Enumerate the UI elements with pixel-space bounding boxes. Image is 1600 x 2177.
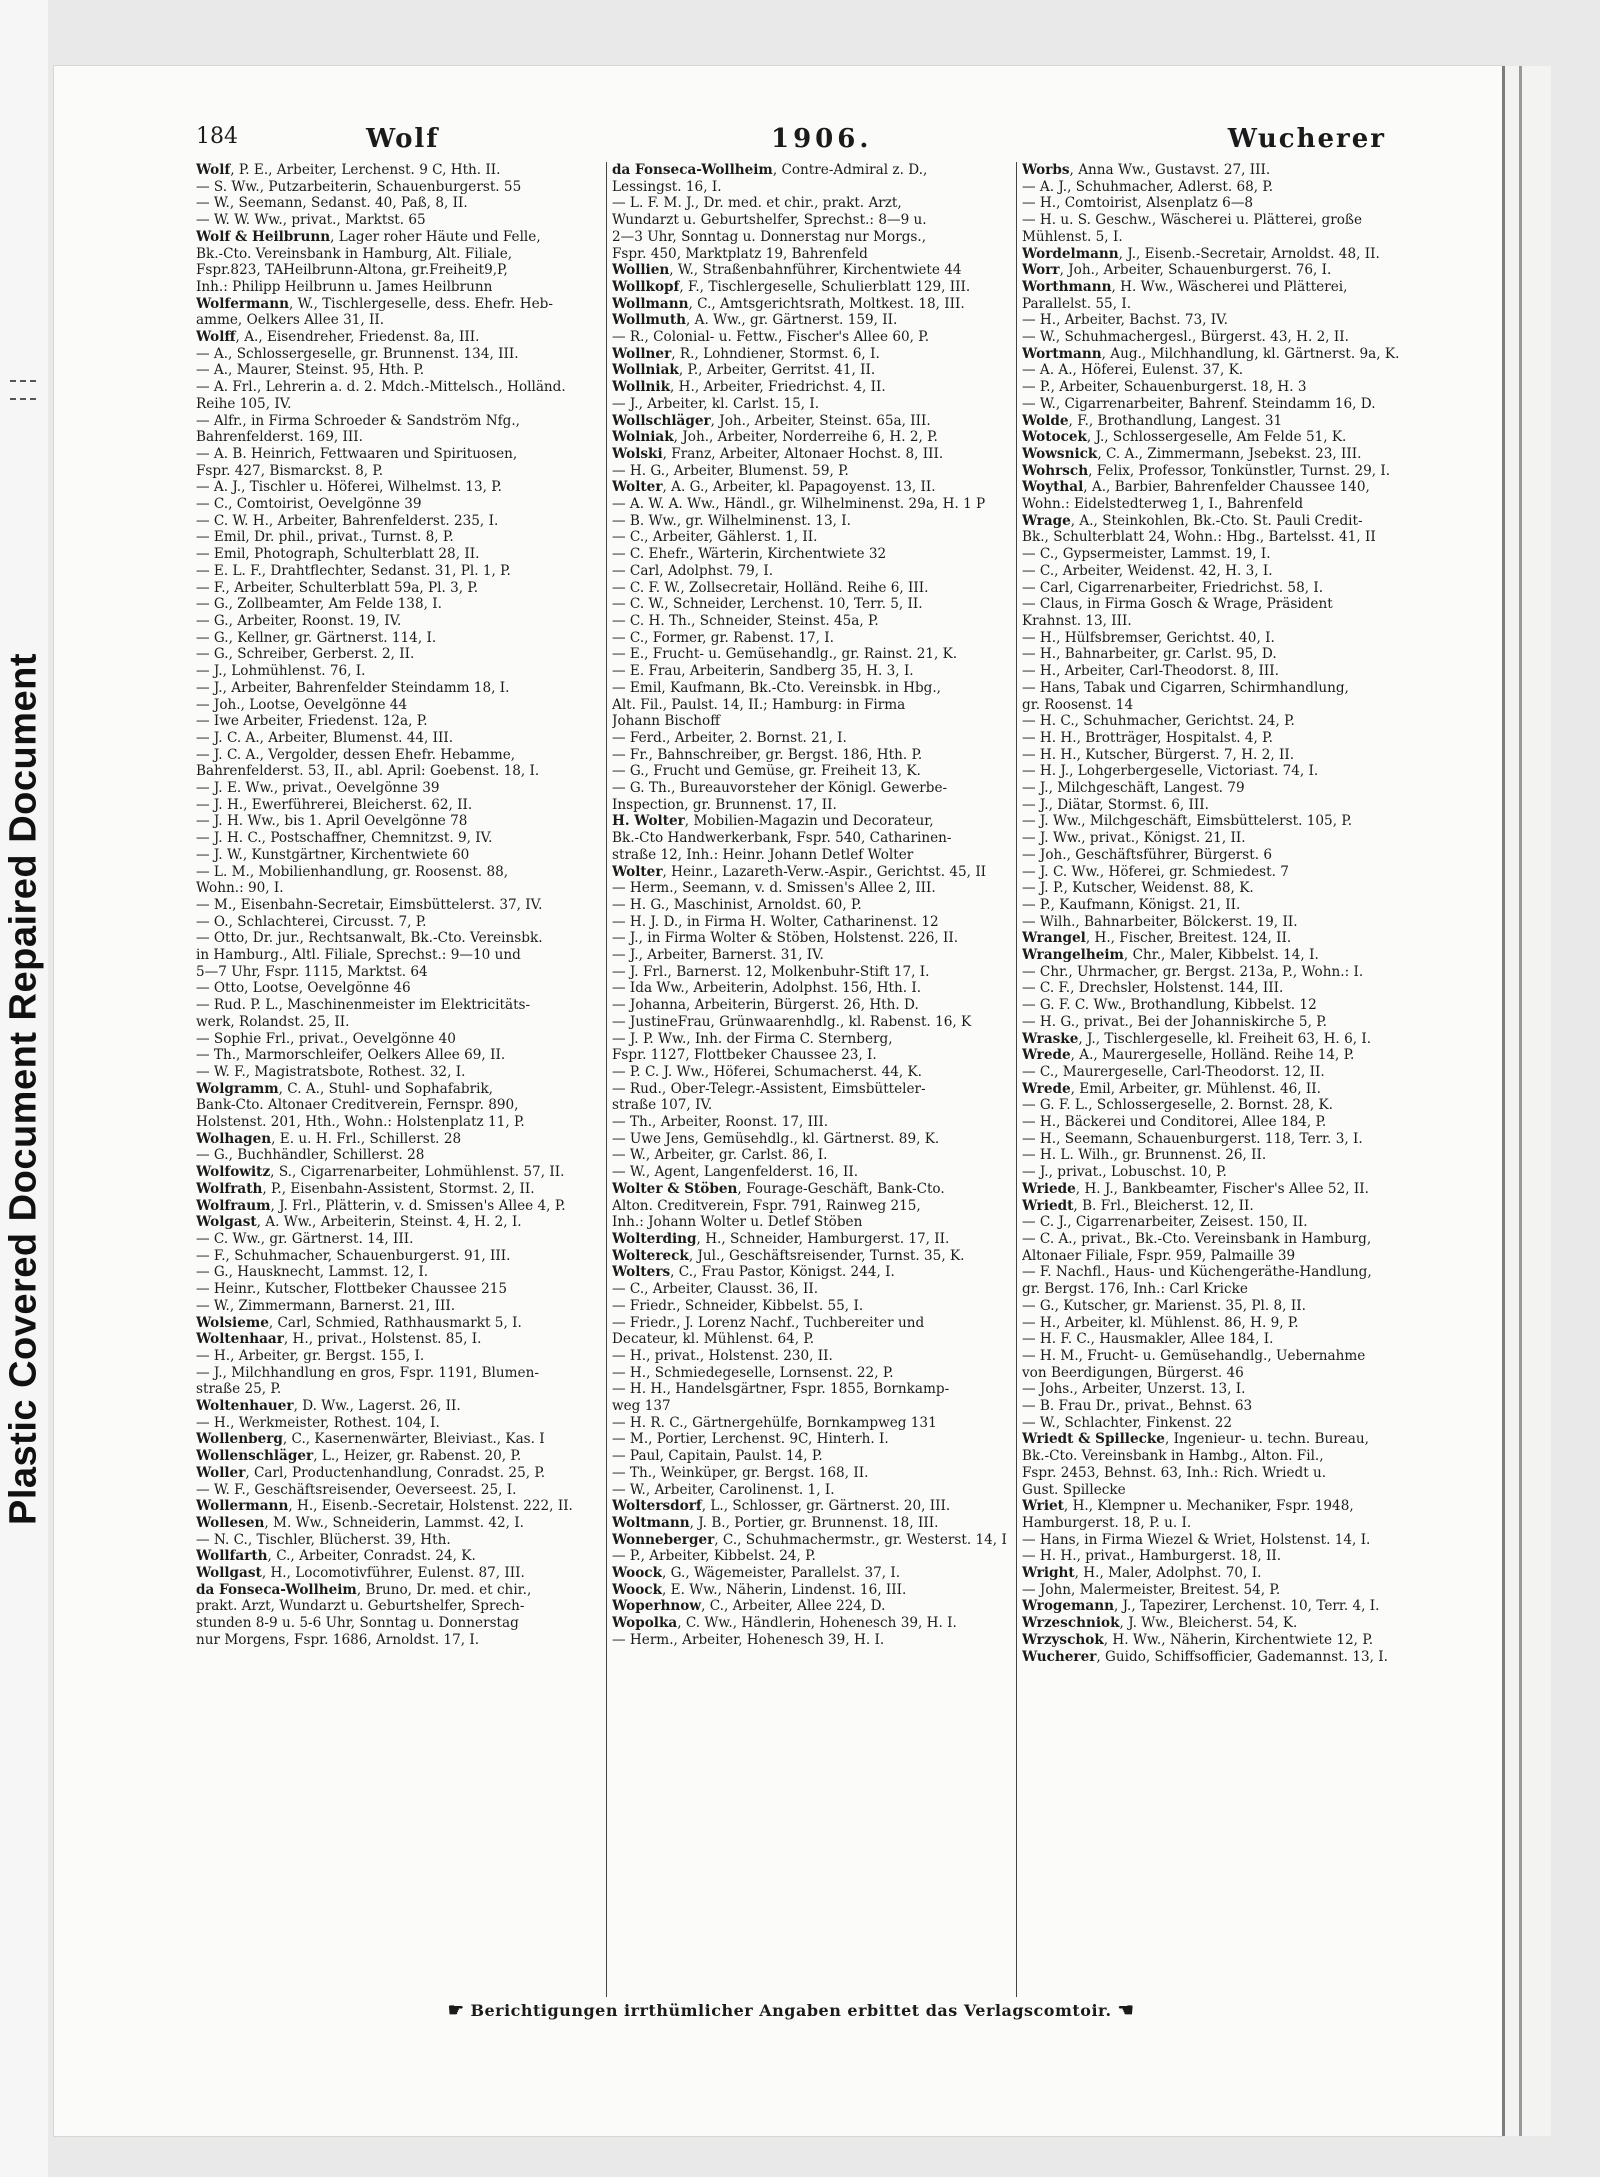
directory-entry: Wrangelheim, Chr., Maler, Kibbelst. 14, I.: [1022, 947, 1319, 964]
directory-entry: — G., Buchhändler, Schillerst. 28: [196, 1147, 425, 1164]
directory-entry: — G., Frucht und Gemüse, gr. Freiheit 13, K.: [612, 763, 921, 780]
directory-entry: — H. L. Wilh., gr. Brunnenst. 26, II.: [1022, 1147, 1267, 1164]
directory-entry: — J., Arbeiter, kl. Carlst. 15, I.: [612, 395, 820, 412]
directory-entry: — J. H. C., Postschaffner, Chemnitzst. 9, IV.: [196, 830, 493, 847]
directory-entry: Alton. Creditverein, Fspr. 791, Rainweg 215,: [612, 1197, 921, 1214]
directory-entry: Lessingst. 16, I.: [612, 178, 722, 195]
directory-entry: Fspr.823, TAHeilbrunn-Altona, gr.Freiheit9,P,: [196, 262, 508, 279]
directory-entry: Hamburgerst. 18, P. u. I.: [1022, 1514, 1192, 1531]
directory-entry: — G., Kellner, gr. Gärtnerst. 114, I.: [196, 629, 437, 646]
directory-entry: H. Wolter, Mobilien-Magazin und Decorateur,: [612, 813, 934, 830]
directory-entry: — H., Arbeiter, gr. Bergst. 155, I.: [196, 1347, 425, 1364]
directory-entry: — G. Th., Bureauvorsteher der Königl. Gewerbe-: [612, 780, 948, 797]
directory-entry: Holstenst. 201, Hth., Wohn.: Holstenplatz 11, P.: [196, 1114, 525, 1131]
directory-entry: Wollermann, H., Eisenb.-Secretair, Holstenst. 222, II.: [196, 1498, 573, 1515]
directory-entry: Wonneberger, C., Schuhmachermstr., gr. Westerst. 14, I: [612, 1531, 1007, 1548]
directory-entry: Johann Bischoff: [612, 713, 720, 730]
directory-entry: — Emil, Dr. phil., privat., Turnst. 8, P.: [196, 529, 454, 546]
directory-entry: — C., Maurergeselle, Carl-Theodorst. 12, II.: [1022, 1063, 1325, 1080]
directory-entry: — H. J., Lohgerbergeselle, Victoriast. 74, I.: [1022, 763, 1319, 780]
directory-entry: — Claus, in Firma Gosch & Wrage, Präsident: [1022, 596, 1333, 613]
directory-entry: — H. G., privat., Bei der Johanniskirche 5, P.: [1022, 1013, 1327, 1030]
directory-entry: — Sophie Frl., privat., Oevelgönne 40: [196, 1030, 456, 1047]
directory-entry: Wriedt & Spillecke, Ingenieur- u. techn. Bureau,: [1022, 1431, 1369, 1448]
directory-entry: Wraske, J., Tischlergeselle, kl. Freiheit 63, H. 6, I.: [1022, 1030, 1372, 1047]
directory-entry: Wollner, R., Lohndiener, Stormst. 6, I.: [612, 345, 880, 362]
directory-entry: Wriedt, B. Frl., Bleicherst. 12, II.: [1022, 1197, 1254, 1214]
directory-entry: — J. C. A., Vergolder, dessen Ehefr. Hebamme,: [196, 746, 516, 763]
directory-entry: — W., Agent, Langenfelderst. 16, II.: [612, 1164, 859, 1181]
directory-entry: — G. F. C. Ww., Brothandlung, Kibbelst. 12: [1022, 997, 1317, 1014]
directory-entry: — W., Zimmermann, Barnerst. 21, III.: [196, 1297, 456, 1314]
directory-entry: — H., Bäckerei und Conditorei, Allee 184, P.: [1022, 1114, 1327, 1131]
directory-entry: — Ferd., Arbeiter, 2. Bornst. 21, I.: [612, 729, 847, 746]
directory-entry: Wollkopf, F., Tischlergeselle, Schulierblatt 129, III.: [612, 278, 971, 295]
directory-entry: Wolf & Heilbrunn, Lager roher Häute und Felle,: [196, 228, 541, 245]
directory-entry: — Johs., Arbeiter, Unzerst. 13, I.: [1022, 1381, 1246, 1398]
directory-entry: — W., Schuhmachergesl., Bürgerst. 43, H. 2, II.: [1022, 329, 1349, 346]
directory-entry: Wolfermann, W., Tischlergeselle, dess. Ehefr. Heb-: [196, 295, 553, 312]
directory-entry: — B. Frau Dr., privat., Behnst. 63: [1022, 1398, 1253, 1415]
directory-entry: Wright, H., Maler, Adolphst. 70, I.: [1022, 1565, 1262, 1582]
right-keyword: Wucherer: [1227, 124, 1386, 154]
directory-entry: Alt. Fil., Paulst. 14, II.; Hamburg: in Firma: [612, 696, 906, 713]
directory-entry: — W., Seemann, Sedanst. 40, Paß, 8, II.: [196, 195, 468, 212]
directory-entry: Bk.-Cto. Vereinsbank in Hambg., Alton. Fil.,: [1022, 1448, 1324, 1465]
directory-entry: Wolfrath, P., Eisenbahn-Assistent, Stormst. 2, II.: [196, 1180, 535, 1197]
pointing-hand-icon: ☛: [447, 2000, 465, 2021]
directory-entry: — H., Arbeiter, Bachst. 73, IV.: [1022, 312, 1228, 329]
directory-entry: — C. F., Drechsler, Holstenst. 144, III.: [1022, 980, 1284, 997]
directory-entry: Mühlenst. 5, I.: [1022, 228, 1123, 245]
directory-entry: — C. J., Cigarrenarbeiter, Zeisest. 150, II.: [1022, 1214, 1308, 1231]
directory-entry: — P., Kaufmann, Königst. 21, II.: [1022, 896, 1241, 913]
directory-entry: — W., Arbeiter, Carolinenst. 1, I.: [612, 1481, 835, 1498]
directory-entry: Inspection, gr. Brunnenst. 17, II.: [612, 796, 837, 813]
directory-entry: Bk.-Cto Handwerkerbank, Fspr. 540, Catharinen-: [612, 830, 952, 847]
directory-entry: Wrzyschok, H. Ww., Näherin, Kirchentwiete 12, P.: [1022, 1631, 1374, 1648]
directory-entry: — A., Schlossergeselle, gr. Brunnenst. 134, III.: [196, 345, 519, 362]
directory-entry: — G., Hausknecht, Lammst. 12, I.: [196, 1264, 429, 1281]
directory-entry: — J. Frl., Barnerst. 12, Molkenbuhr-Stift 17, I.: [612, 963, 930, 980]
directory-entry: — A. Frl., Lehrerin a. d. 2. Mdch.-Mittelsch., Holländ.: [196, 379, 566, 396]
directory-entry: — H. H., Brotträger, Hospitalst. 4, P.: [1022, 729, 1273, 746]
directory-entry: Fspr. 450, Marktplatz 19, Bahrenfeld: [612, 245, 868, 262]
directory-entry: da Fonseca-Wollheim, Bruno, Dr. med. et chir.,: [196, 1581, 532, 1598]
directory-entry: — C. W. H., Arbeiter, Bahrenfelderst. 235, I.: [196, 512, 499, 529]
directory-entry: Wopolka, C. Ww., Händlerin, Hohenesch 39, H. I.: [612, 1615, 957, 1632]
directory-entry: amme, Oelkers Allee 31, II.: [196, 312, 385, 329]
directory-entry: Wolgast, A. Ww., Arbeiterin, Steinst. 4, H. 2, I.: [196, 1214, 522, 1231]
directory-entry: — J., privat., Lobuschst. 10, P.: [1022, 1164, 1227, 1181]
directory-entry: — C. W., Schneider, Lerchenst. 10, Terr. 5, II.: [612, 596, 923, 613]
directory-entry: Wolters, C., Frau Pastor, Königst. 244, I.: [612, 1264, 895, 1281]
directory-entry: — H., Werkmeister, Rothest. 104, I.: [196, 1414, 440, 1431]
directory-entry: — H., Arbeiter, kl. Mühlenst. 86, H. 9, P.: [1022, 1314, 1299, 1331]
directory-entry: 5—7 Uhr, Fspr. 1115, Marktst. 64: [196, 963, 428, 980]
directory-entry: — Chr., Uhrmacher, gr. Bergst. 213a, P., Wohn.: I.: [1022, 963, 1364, 980]
directory-entry: — A. J., Tischler u. Höferei, Wilhelmst. 13, P.: [196, 479, 502, 496]
directory-entry: Worbs, Anna Ww., Gustavst. 27, III.: [1022, 162, 1271, 178]
directory-entry: — W., Schlachter, Finkenst. 22: [1022, 1414, 1233, 1431]
directory-entry: — C. A., privat., Bk.-Cto. Vereinsbank in Hamburg,: [1022, 1231, 1372, 1247]
directory-column-3: [1022, 162, 1440, 1665]
directory-entry: — H. F. C., Hausmakler, Allee 184, I.: [1022, 1331, 1274, 1348]
directory-entry: — E. Frau, Arbeiterin, Sandberg 35, H. 3, I.: [612, 663, 914, 680]
directory-entry: — C., Former, gr. Rabenst. 17, I.: [612, 629, 834, 646]
directory-entry: Wollien, W., Straßenbahnführer, Kirchentwiete 44: [612, 262, 962, 279]
directory-entry: Wriet, H., Klempner u. Mechaniker, Fspr. 1948,: [1022, 1498, 1354, 1515]
directory-entry: Wowsnick, C. A., Zimmermann, Jsebekst. 23, III.: [1022, 445, 1362, 462]
directory-entry: — C., Arbeiter, Weidenst. 42, H. 3, I.: [1022, 562, 1273, 579]
directory-entry: — Friedr., Schneider, Kibbelst. 55, I.: [612, 1297, 864, 1314]
directory-entry: — Friedr., J. Lorenz Nachf., Tuchbereiter und: [612, 1314, 925, 1331]
directory-entry: — R., Colonial- u. Fettw., Fischer's Allee 60, P.: [612, 329, 930, 346]
directory-entry: — Iwe Arbeiter, Friedenst. 12a, P.: [196, 713, 428, 730]
directory-entry: Wollniak, P., Arbeiter, Gerritst. 41, II.: [612, 362, 876, 379]
dash-mark: [10, 380, 36, 382]
directory-entry: weg 137: [612, 1398, 671, 1415]
directory-entry: — J. P., Kutscher, Weidenst. 88, K.: [1022, 880, 1254, 897]
directory-entry: — P., Arbeiter, Kibbelst. 24, P.: [612, 1548, 816, 1565]
directory-entry: Wollenschläger, L., Heizer, gr. Rabenst. 20, P.: [196, 1448, 522, 1465]
directory-entry: — H., Hülfsbremser, Gerichtst. 40, I.: [1022, 629, 1275, 646]
directory-entry: — B. Ww., gr. Wilhelminenst. 13, I.: [612, 512, 851, 529]
directory-entry: — H., Schmiedegeselle, Lornsenst. 22, P.: [612, 1364, 894, 1381]
directory-entry: Wollmann, C., Amtsgerichtsrath, Moltkest. 18, III.: [612, 295, 965, 312]
directory-entry: Wrogemann, J., Tapezirer, Lerchenst. 10, Terr. 4, I.: [1022, 1598, 1380, 1615]
directory-entry: Wolniak, Joh., Arbeiter, Norderreihe 6, H. 2, P.: [612, 429, 938, 446]
directory-entry: Wrede, A., Maurergeselle, Holländ. Reihe 14, P.: [1022, 1047, 1355, 1064]
page-number: 184: [196, 124, 238, 149]
scan-sidebar: [0, 0, 48, 2177]
directory-entry: Wortmann, Aug., Milchhandlung, kl. Gärtnerst. 9a, K.: [1022, 345, 1400, 362]
directory-entry: Wolfowitz, S., Cigarrenarbeiter, Lohmühlenst. 57, II.: [196, 1164, 565, 1181]
directory-entry: — F. Nachfl., Haus- und Küchengeräthe-Handlung,: [1022, 1264, 1372, 1281]
directory-entry: — G. F. L., Schlossergeselle, 2. Bornst. 28, K.: [1022, 1097, 1333, 1114]
directory-entry: Woltmann, J. B., Portier, gr. Brunnenst. 18, III.: [612, 1514, 939, 1531]
directory-entry: Wolhagen, E. u. H. Frl., Schillerst. 28: [196, 1130, 462, 1147]
directory-entry: — Herm., Arbeiter, Hohenesch 39, H. I.: [612, 1631, 885, 1648]
directory-entry: — H. J. D., in Firma H. Wolter, Catharinenst. 12: [612, 913, 939, 930]
directory-entry: — Otto, Lootse, Oevelgönne 46: [196, 980, 411, 997]
directory-entry: werk, Rolandst. 25, II.: [196, 1013, 350, 1030]
directory-entry: Wordelmann, J., Eisenb.-Secretair, Arnoldst. 48, II.: [1022, 245, 1380, 262]
directory-entry: — E. L. F., Drahtflechter, Sedanst. 31, Pl. 1, P.: [196, 562, 511, 579]
directory-entry: Wriede, H. J., Bankbeamter, Fischer's Allee 52, II.: [1022, 1180, 1369, 1197]
directory-entry: Woltenhaar, H., privat., Holstenst. 85, I.: [196, 1331, 482, 1348]
dash-mark: [10, 398, 36, 400]
directory-entry: gr. Bergst. 176, Inh.: Carl Kricke: [1022, 1281, 1248, 1298]
directory-entry: — Th., Arbeiter, Roonst. 17, III.: [612, 1114, 829, 1131]
directory-entry: Wollnik, H., Arbeiter, Friedrichst. 4, II.: [612, 379, 886, 396]
directory-entry: Inh.: Philipp Heilbrunn u. James Heilbrunn: [196, 278, 493, 295]
directory-entry: Wollschläger, Joh., Arbeiter, Steinst. 65a, III.: [612, 412, 931, 429]
directory-entry: Wolski, Franz, Arbeiter, Altonaer Hochst. 8, III.: [612, 445, 944, 462]
directory-entry: — A. J., Schuhmacher, Adlerst. 68, P.: [1022, 178, 1274, 195]
directory-entry: — N. C., Tischler, Blücherst. 39, Hth.: [196, 1531, 451, 1548]
directory-entry: — C., Arbeiter, Gählerst. 1, II.: [612, 529, 818, 546]
directory-entry: Wrzeschniok, J. Ww., Bleicherst. 54, K.: [1022, 1615, 1298, 1632]
directory-entry: — W. F., Magistratsbote, Rothest. 32, I.: [196, 1063, 466, 1080]
directory-column-1: [196, 162, 614, 1649]
directory-entry: in Hamburg., Altl. Filiale, Sprechst.: 9—10 und: [196, 947, 521, 964]
directory-entry: — Otto, Dr. jur., Rechtsanwalt, Bk.-Cto. Vereinsbk.: [196, 930, 543, 947]
directory-entry: — Herm., Seemann, v. d. Smissen's Allee 2, III.: [612, 880, 936, 897]
directory-entry: — Ida Ww., Arbeiterin, Adolphst. 156, Hth. I.: [612, 980, 922, 997]
directory-entry: Parallelst. 55, I.: [1022, 295, 1132, 312]
directory-entry: Woock, G., Wägemeister, Parallelst. 37, I.: [612, 1565, 901, 1582]
directory-entry: — H., Comtoirist, Alsenplatz 6—8: [1022, 195, 1254, 212]
directory-entry: Bahrenfelderst. 53, II., abl. April: Goebenst. 18, I.: [196, 763, 540, 780]
directory-entry: Wollfarth, C., Arbeiter, Conradst. 24, K.: [196, 1548, 476, 1565]
directory-entry: — H., Arbeiter, Carl-Theodorst. 8, III.: [1022, 663, 1279, 680]
directory-entry: — J., Arbeiter, Barnerst. 31, IV.: [612, 947, 824, 964]
directory-entry: nur Morgens, Fspr. 1686, Arnoldst. 17, I.: [196, 1631, 480, 1648]
directory-entry: — M., Eisenbahn-Secretair, Eimsbüttelerst. 37, IV.: [196, 896, 543, 913]
directory-entry: — H. M., Frucht- u. Gemüsehandlg., Uebernahme: [1022, 1347, 1366, 1364]
directory-entry: Wolff, A., Eisendreher, Friedenst. 8a, III.: [196, 329, 480, 346]
directory-entry: Wollgast, H., Locomotivführer, Eulenst. 87, III.: [196, 1565, 525, 1582]
directory-entry: — G., Kutscher, gr. Marienst. 35, Pl. 8, II.: [1022, 1297, 1306, 1314]
directory-column-2: [612, 162, 1030, 1649]
directory-entry: — Hans, in Firma Wiezel & Wriet, Holstenst. 14, I.: [1022, 1531, 1371, 1548]
directory-entry: Decateur, kl. Mühlenst. 64, P.: [612, 1331, 815, 1348]
sidebar-label: Plastic Covered Document Repaired Document: [2, 652, 45, 1525]
directory-entry: — C. Ehefr., Wärterin, Kirchentwiete 32: [612, 546, 887, 563]
directory-entry: — J., Lohmühlenst. 76, I.: [196, 663, 366, 680]
directory-entry: Wolf, P. E., Arbeiter, Lerchenst. 9 C, Hth. II.: [196, 162, 501, 178]
directory-entry: — H. R. C., Gärtnergehülfe, Bornkampweg 131: [612, 1414, 937, 1431]
directory-entry: — J. C. A., Arbeiter, Blumenst. 44, III.: [196, 729, 454, 746]
directory-entry: Wolgramm, C. A., Stuhl- und Sophafabrik,: [196, 1080, 494, 1097]
directory-entry: — J., Milchgeschäft, Langest. 79: [1022, 780, 1245, 797]
directory-entry: — G., Arbeiter, Roonst. 19, IV.: [196, 612, 402, 629]
directory-entry: — Johanna, Arbeiterin, Bürgerst. 26, Hth. D.: [612, 997, 919, 1014]
directory-entry: — E., Frucht- u. Gemüsehandlg., gr. Rainst. 21, K.: [612, 646, 958, 663]
directory-entry: — J. E. Ww., privat., Oevelgönne 39: [196, 780, 440, 797]
directory-entry: — C. F. W., Zollsecretair, Holländ. Reihe 6, III.: [612, 579, 929, 596]
directory-entry: — G., Schreiber, Gerberst. 2, II.: [196, 646, 415, 663]
directory-entry: — F., Schuhmacher, Schauenburgerst. 91, III.: [196, 1247, 511, 1264]
directory-entry: — W., Arbeiter, gr. Carlst. 86, I.: [612, 1147, 828, 1164]
directory-entry: Woltereck, Jul., Geschäftsreisender, Turnst. 35, K.: [612, 1247, 965, 1264]
directory-entry: Wucherer, Guido, Schiffsofficier, Gademannst. 13, I.: [1022, 1648, 1388, 1665]
directory-entry: Gust. Spillecke: [1022, 1481, 1126, 1498]
directory-entry: Wolter, Heinr., Lazareth-Verw.-Aspir., Gerichtst. 45, II: [612, 863, 987, 880]
directory-entry: — W. W. Ww., privat., Marktst. 65: [196, 212, 426, 229]
directory-entry: — Th., Marmorschleifer, Oelkers Allee 69, II.: [196, 1047, 506, 1064]
directory-entry: stunden 8-9 u. 5-6 Uhr, Sonntag u. Donnerstag: [196, 1615, 519, 1632]
directory-entry: — W., Cigarrenarbeiter, Bahrenf. Steindamm 16, D.: [1022, 395, 1376, 412]
directory-entry: — F., Arbeiter, Schulterblatt 59a, Pl. 3, P.: [196, 579, 479, 596]
directory-entry: Fspr. 427, Bismarckst. 8, P.: [196, 462, 384, 479]
directory-entry: — Emil, Photograph, Schulterblatt 28, II.: [196, 546, 480, 563]
directory-entry: prakt. Arzt, Wundarzt u. Geburtshelfer, Sprech-: [196, 1598, 525, 1615]
directory-entry: — O., Schlachterei, Circusst. 7, P.: [196, 913, 427, 930]
directory-entry: Bk., Schulterblatt 24, Wohn.: Hbg., Bartelsst. 41, II: [1022, 529, 1376, 546]
directory-entry: — J., Arbeiter, Bahrenfelder Steindamm 18, I.: [196, 679, 510, 696]
directory-entry: Fspr. 1127, Flottbeker Chaussee 23, I.: [612, 1047, 877, 1064]
directory-entry: — Heinr., Kutscher, Flottbeker Chaussee 215: [196, 1281, 508, 1298]
directory-entry: — Th., Weinküper, gr. Bergst. 168, II.: [612, 1464, 869, 1481]
directory-entry: Inh.: Johann Wolter u. Detlef Stöben: [612, 1214, 863, 1231]
directory-entry: — Fr., Bahnschreiber, gr. Bergst. 186, Hth. P.: [612, 746, 923, 763]
directory-entry: — Uwe Jens, Gemüsehdlg., kl. Gärtnerst. 89, K.: [612, 1130, 940, 1147]
directory-entry: straße 25, P.: [196, 1381, 282, 1398]
directory-entry: — Carl, Cigarrenarbeiter, Friedrichst. 58, I.: [1022, 579, 1324, 596]
directory-entry: — Rud., Ober-Telegr.-Assistent, Eimsbütteler-: [612, 1080, 926, 1097]
directory-entry: Wolterding, H., Schneider, Hamburgerst. 17, II.: [612, 1231, 950, 1247]
directory-entry: Bahrenfelderst. 169, III.: [196, 429, 363, 446]
directory-entry: — H. G., Maschinist, Arnoldst. 60, P.: [612, 896, 862, 913]
directory-entry: — Paul, Capitain, Paulst. 14, P.: [612, 1448, 823, 1465]
directory-entry: Reihe 105, IV.: [196, 395, 292, 412]
directory-entry: — C., Comtoirist, Oevelgönne 39: [196, 496, 422, 513]
directory-entry: — J. H., Ewerführerei, Bleicherst. 62, II.: [196, 796, 473, 813]
directory-entry: Wolfraum, J. Frl., Plätterin, v. d. Smissen's Allee 4, P.: [196, 1197, 566, 1214]
directory-entry: — M., Portier, Lerchenst. 9C, Hinterh. I.: [612, 1431, 889, 1448]
directory-entry: Bk.-Cto. Vereinsbank in Hamburg, Alt. Filiale,: [196, 245, 513, 262]
directory-entry: Wotocek, J., Schlossergeselle, Am Felde 51, K.: [1022, 429, 1347, 446]
directory-entry: straße 12, Inh.: Heinr. Johann Detlef Wolter: [612, 846, 914, 863]
left-keyword: Wolf: [366, 124, 440, 154]
directory-entry: — JustineFrau, Grünwaarenhdlg., kl. Rabenst. 16, K: [612, 1013, 972, 1030]
directory-entry: — C., Gypsermeister, Lammst. 19, I.: [1022, 546, 1271, 563]
directory-entry: — J. W., Kunstgärtner, Kirchentwiete 60: [196, 846, 470, 863]
directory-entry: Wollenberg, C., Kasernenwärter, Bleiviast., Kas. I: [196, 1431, 545, 1448]
directory-entry: Worr, Joh., Arbeiter, Schauenburgerst. 76, I.: [1022, 262, 1332, 279]
directory-entry: Wolter, A. G., Arbeiter, kl. Papagoyenst. 13, II.: [612, 479, 936, 496]
directory-entry: Wolde, F., Brothandlung, Langest. 31: [1022, 412, 1283, 429]
directory-entry: Wohn.: 90, I.: [196, 880, 284, 897]
directory-entry: Worthmann, H. Ww., Wäscherei und Plätterei,: [1022, 278, 1348, 295]
directory-entry: — H. H., Kutscher, Bürgerst. 7, H. 2, II.: [1022, 746, 1295, 763]
directory-entry: — A. B. Heinrich, Fettwaaren und Spirituosen,: [196, 445, 518, 462]
directory-entry: — P., Arbeiter, Schauenburgerst. 18, H. 3: [1022, 379, 1307, 396]
directory-entry: — C. H. Th., Schneider, Steinst. 45a, P.: [612, 612, 879, 629]
directory-entry: straße 107, IV.: [612, 1097, 713, 1114]
directory-entry: — Rud. P. L., Maschinenmeister im Elektricitäts-: [196, 997, 531, 1014]
directory-entry: — J., Diätar, Stormst. 6, III.: [1022, 796, 1209, 813]
directory-entry: — John, Malermeister, Breitest. 54, P.: [1022, 1581, 1281, 1598]
directory-entry: Wolsieme, Carl, Schmied, Rathhausmarkt 5, I.: [196, 1314, 522, 1331]
directory-entry: Wollmuth, A. Ww., gr. Gärtnerst. 159, II.: [612, 312, 898, 329]
directory-entry: — C. Ww., gr. Gärtnerst. 14, III.: [196, 1231, 414, 1247]
page-edge: [1502, 66, 1551, 2136]
directory-entry: Altonaer Filiale, Fspr. 959, Palmaille 39: [1022, 1247, 1296, 1264]
directory-entry: Wolter & Stöben, Fourage-Geschäft, Bank-Cto.: [612, 1180, 945, 1197]
directory-entry: — Emil, Kaufmann, Bk.-Cto. Vereinsbk. in Hbg.,: [612, 679, 941, 696]
directory-entry: 2—3 Uhr, Sonntag u. Donnerstag nur Morgs.,: [612, 228, 927, 245]
directory-entry: — H. u. S. Geschw., Wäscherei u. Plätterei, große: [1022, 212, 1363, 229]
directory-entry: Wohrsch, Felix, Professor, Tonkünstler, Turnst. 29, I.: [1022, 462, 1391, 479]
directory-entry: Wrede, Emil, Arbeiter, gr. Mühlenst. 46, II.: [1022, 1080, 1321, 1097]
pointing-hand-icon: ☚: [1117, 2000, 1135, 2021]
directory-entry: — Carl, Adolphst. 79, I.: [612, 562, 774, 579]
directory-entry: — S. Ww., Putzarbeiterin, Schauenburgerst. 55: [196, 178, 522, 195]
directory-entry: — G., Zollbeamter, Am Felde 138, I.: [196, 596, 442, 613]
directory-entry: — L. F. M. J., Dr. med. et chir., prakt. Arzt,: [612, 195, 902, 212]
directory-entry: Woythal, A., Barbier, Bahrenfelder Chaussee 140,: [1022, 479, 1370, 496]
directory-entry: — J. H. Ww., bis 1. April Oevelgönne 78: [196, 813, 468, 830]
directory-entry: — Hans, Tabak und Cigarren, Schirmhandlung,: [1022, 679, 1349, 696]
directory-entry: Wrage, A., Steinkohlen, Bk.-Cto. St. Pauli Credit-: [1022, 512, 1363, 529]
directory-entry: — Joh., Lootse, Oevelgönne 44: [196, 696, 408, 713]
directory-entry: — Joh., Geschäftsführer, Bürgerst. 6: [1022, 846, 1273, 863]
directory-entry: von Beerdigungen, Bürgerst. 46: [1022, 1364, 1244, 1381]
directory-entry: — H., privat., Holstenst. 230, II.: [612, 1347, 833, 1364]
directory-entry: — H., Seemann, Schauenburgerst. 118, Terr. 3, I.: [1022, 1130, 1363, 1147]
year: 1906.: [771, 124, 873, 154]
directory-entry: Wohn.: Eidelstedterweg 1, I., Bahrenfeld: [1022, 496, 1304, 513]
directory-entry: — H. H., Handelsgärtner, Fspr. 1855, Bornkamp-: [612, 1381, 950, 1398]
footer-text: Berichtigungen irrthümlicher Angaben erbittet das Verlagscomtoir.: [470, 2001, 1112, 2020]
directory-entry: — C., Arbeiter, Clausst. 36, II.: [612, 1281, 819, 1298]
directory-entry: — P. C. J. Ww., Höferei, Schumacherst. 44, K.: [612, 1063, 922, 1080]
directory-entry: — J. Ww., Milchgeschäft, Eimsbüttelerst. 105, P.: [1022, 813, 1353, 830]
directory-entry: Woltersdorf, L., Schlosser, gr. Gärtnerst. 20, III.: [612, 1498, 951, 1515]
directory-entry: Krahnst. 13, III.: [1022, 612, 1132, 629]
directory-entry: — A. A., Höferei, Eulenst. 37, K.: [1022, 362, 1244, 379]
directory-entry: — A., Maurer, Steinst. 95, Hth. P.: [196, 362, 425, 379]
directory-entry: — H. C., Schuhmacher, Gerichtst. 24, P.: [1022, 713, 1295, 730]
directory-entry: Woock, E. Ww., Näherin, Lindenst. 16, III.: [612, 1581, 907, 1598]
directory-entry: — J. Ww., privat., Königst. 21, II.: [1022, 830, 1246, 847]
directory-entry: — Alfr., in Firma Schroeder & Sandström Nfg.,: [196, 412, 520, 429]
directory-entry: — J., Milchhandlung en gros, Fspr. 1191, Blumen-: [196, 1364, 539, 1381]
directory-entry: Woperhnow, C., Arbeiter, Allee 224, D.: [612, 1598, 886, 1615]
directory-entry: da Fonseca-Wollheim, Contre-Admiral z. D.,: [612, 162, 928, 178]
directory-entry: Woller, Carl, Productenhandlung, Conradst. 25, P.: [196, 1464, 546, 1481]
directory-entry: — H. G., Arbeiter, Blumenst. 59, P.: [612, 462, 849, 479]
directory-entry: Wollesen, M. Ww., Schneiderin, Lammst. 42, I.: [196, 1514, 524, 1531]
directory-entry: Fspr. 2453, Behnst. 63, Inh.: Rich. Wriedt u.: [1022, 1464, 1327, 1481]
footer-note: [196, 2000, 1386, 2021]
directory-entry: Wrangel, H., Fischer, Breitest. 124, II.: [1022, 930, 1292, 947]
page-header: [196, 124, 1386, 154]
directory-entry: gr. Roosenst. 14: [1022, 696, 1134, 713]
directory-entry: Bank-Cto. Altonaer Creditverein, Fernspr. 890,: [196, 1097, 519, 1114]
directory-entry: — A. W. A. Ww., Händl., gr. Wilhelminenst. 29a, H. 1 P: [612, 496, 986, 513]
directory-entry: Wundarzt u. Geburtshelfer, Sprechst.: 8—9 u.: [612, 212, 927, 229]
directory-entry: — L. M., Mobilienhandlung, gr. Roosenst. 88,: [196, 863, 509, 880]
directory-entry: — J., in Firma Wolter & Stöben, Holstenst. 226, II.: [612, 930, 959, 947]
directory-entry: — H., Bahnarbeiter, gr. Carlst. 95, D.: [1022, 646, 1277, 663]
directory-entry: — J. P. Ww., Inh. der Firma C. Sternberg,: [612, 1030, 893, 1047]
directory-entry: — H. H., privat., Hamburgerst. 18, II.: [1022, 1548, 1282, 1565]
directory-entry: — Wilh., Bahnarbeiter, Bölckerst. 19, II.: [1022, 913, 1298, 930]
directory-entry: — J. C. Ww., Höferei, gr. Schmiedest. 7: [1022, 863, 1289, 880]
directory-entry: — W. F., Geschäftsreisender, Oeverseest. 25, I.: [196, 1481, 517, 1498]
directory-entry: Woltenhauer, D. Ww., Lagerst. 26, II.: [196, 1398, 461, 1415]
